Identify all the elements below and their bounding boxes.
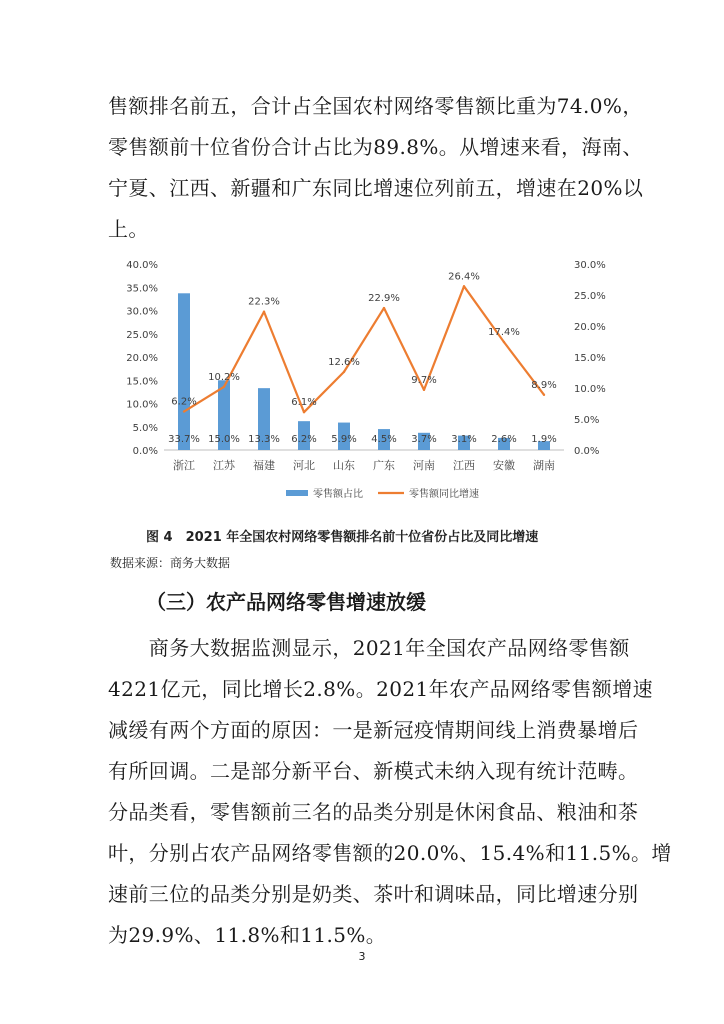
y-left-tick-label: 40.0% bbox=[126, 260, 158, 271]
line-data-label: 17.4% bbox=[488, 327, 520, 339]
line-data-label: 6.1% bbox=[291, 397, 317, 409]
y-right-tick-label: 20.0% bbox=[574, 322, 606, 333]
line-data-label: 12.6% bbox=[328, 356, 360, 368]
legend-bar-label: 零售额占比 bbox=[313, 489, 363, 500]
x-tick-label: 湖南 bbox=[533, 459, 555, 472]
bar-data-label: 1.9% bbox=[531, 434, 557, 445]
line-data-label: 9.7% bbox=[411, 374, 437, 386]
bar-data-label: 3.1% bbox=[451, 434, 477, 445]
paragraph-line: 有所回调。二是部分新平台、新模式未纳入现有统计范畴。 bbox=[108, 759, 639, 783]
legend-line-label: 零售额同比增速 bbox=[409, 489, 479, 500]
line-data-label: 22.9% bbox=[368, 293, 400, 305]
chart bbox=[116, 252, 628, 514]
line-data-label: 8.9% bbox=[531, 379, 557, 391]
y-right-tick-label: 25.0% bbox=[574, 291, 606, 302]
x-tick-label: 安徽 bbox=[493, 459, 515, 472]
line-data-label: 26.4% bbox=[448, 271, 480, 283]
bar-data-label: 4.5% bbox=[371, 434, 397, 445]
paragraph-top bbox=[108, 86, 644, 250]
paragraph-line: 减缓有两个方面的原因：一是新冠疫情期间线上消费暴增后 bbox=[108, 718, 639, 742]
y-left-tick-label: 25.0% bbox=[126, 329, 158, 341]
line-point bbox=[343, 371, 345, 373]
y-right-tick-label: 15.0% bbox=[574, 353, 606, 364]
line-point bbox=[263, 311, 265, 313]
section-heading: （三）农产品网络零售增速放缓 bbox=[146, 590, 426, 614]
bar-data-label: 3.7% bbox=[411, 434, 437, 445]
line-point bbox=[183, 410, 185, 412]
y-right-tick-label: 5.0% bbox=[574, 415, 600, 426]
legend-bar-swatch bbox=[286, 490, 308, 496]
y-right-tick-label: 10.0% bbox=[574, 384, 606, 395]
bar-data-label: 15.0% bbox=[208, 434, 240, 445]
x-tick-label: 广东 bbox=[373, 459, 395, 472]
line-data-label: 6.2% bbox=[171, 396, 197, 408]
chart-svg bbox=[116, 252, 628, 514]
paragraph-line: 叶，分别占农产品网络零售额的20.0%、15.4%和11.5%。增 bbox=[108, 841, 672, 865]
x-tick-label: 山东 bbox=[333, 459, 355, 472]
line-point bbox=[303, 411, 305, 413]
y-left-tick-label: 15.0% bbox=[126, 376, 158, 388]
page-number: 3 bbox=[358, 950, 366, 963]
paragraph-line: 为29.9%、11.8%和11.5%。 bbox=[108, 923, 387, 947]
bar-data-label: 2.6% bbox=[491, 434, 517, 445]
y-left-tick-label: 10.0% bbox=[126, 399, 158, 411]
line-point bbox=[423, 389, 425, 391]
y-left-tick-label: 0.0% bbox=[132, 446, 158, 457]
y-left-tick-label: 30.0% bbox=[126, 306, 158, 318]
paragraph-line: 商务大数据监测显示，2021年全国农产品网络零售额 bbox=[108, 636, 630, 660]
data-source: 数据来源：商务大数据 bbox=[110, 556, 231, 570]
paragraph-line: 零售额前十位省份合计占比为89.8%。从增速来看，海南、 bbox=[108, 135, 643, 159]
x-tick-label: 河北 bbox=[293, 459, 315, 472]
line-point bbox=[463, 285, 465, 287]
bar-data-label: 6.2% bbox=[291, 434, 317, 445]
y-left-tick-label: 5.0% bbox=[132, 422, 158, 434]
paragraph-line: 速前三位的品类分别是奶类、茶叶和调味品，同比增速分别 bbox=[108, 882, 639, 906]
bar-data-label: 33.7% bbox=[168, 434, 200, 445]
y-right-tick-label: 30.0% bbox=[574, 260, 606, 271]
line-point bbox=[223, 386, 225, 388]
line-point bbox=[543, 394, 545, 396]
x-tick-label: 江西 bbox=[453, 459, 475, 472]
bar-data-label: 5.9% bbox=[331, 434, 357, 445]
figure-caption: 图 4 2021 年全国农村网络零售额排名前十位省份占比及同比增速 bbox=[146, 530, 539, 545]
y-left-tick-label: 35.0% bbox=[126, 283, 158, 295]
x-tick-label: 河南 bbox=[413, 459, 435, 472]
bar bbox=[178, 293, 190, 450]
paragraph-line: 上。 bbox=[108, 217, 149, 241]
paragraph-line: 分品类看，零售额前三名的品类分别是休闲食品、粮油和茶 bbox=[108, 800, 639, 824]
line-data-label: 10.2% bbox=[208, 371, 240, 383]
line-point bbox=[503, 341, 505, 343]
paragraph-bottom bbox=[108, 628, 672, 956]
line-point bbox=[383, 307, 385, 309]
y-left-tick-label: 20.0% bbox=[126, 353, 158, 364]
paragraph-line: 售额排名前五，合计占全国农村网络零售额比重为74.0%， bbox=[108, 94, 643, 118]
bar-data-label: 13.3% bbox=[248, 434, 280, 445]
paragraph-line: 4221亿元，同比增长2.8%。2021年农产品网络零售额增速 bbox=[108, 677, 654, 701]
x-tick-label: 福建 bbox=[253, 459, 275, 472]
paragraph-line: 宁夏、江西、新疆和广东同比增速位列前五，增速在20%以 bbox=[108, 176, 644, 200]
x-tick-label: 浙江 bbox=[173, 459, 195, 472]
line-data-label: 22.3% bbox=[248, 296, 280, 308]
x-tick-label: 江苏 bbox=[213, 459, 235, 472]
y-right-tick-label: 0.0% bbox=[574, 446, 600, 457]
line-series bbox=[184, 286, 544, 412]
